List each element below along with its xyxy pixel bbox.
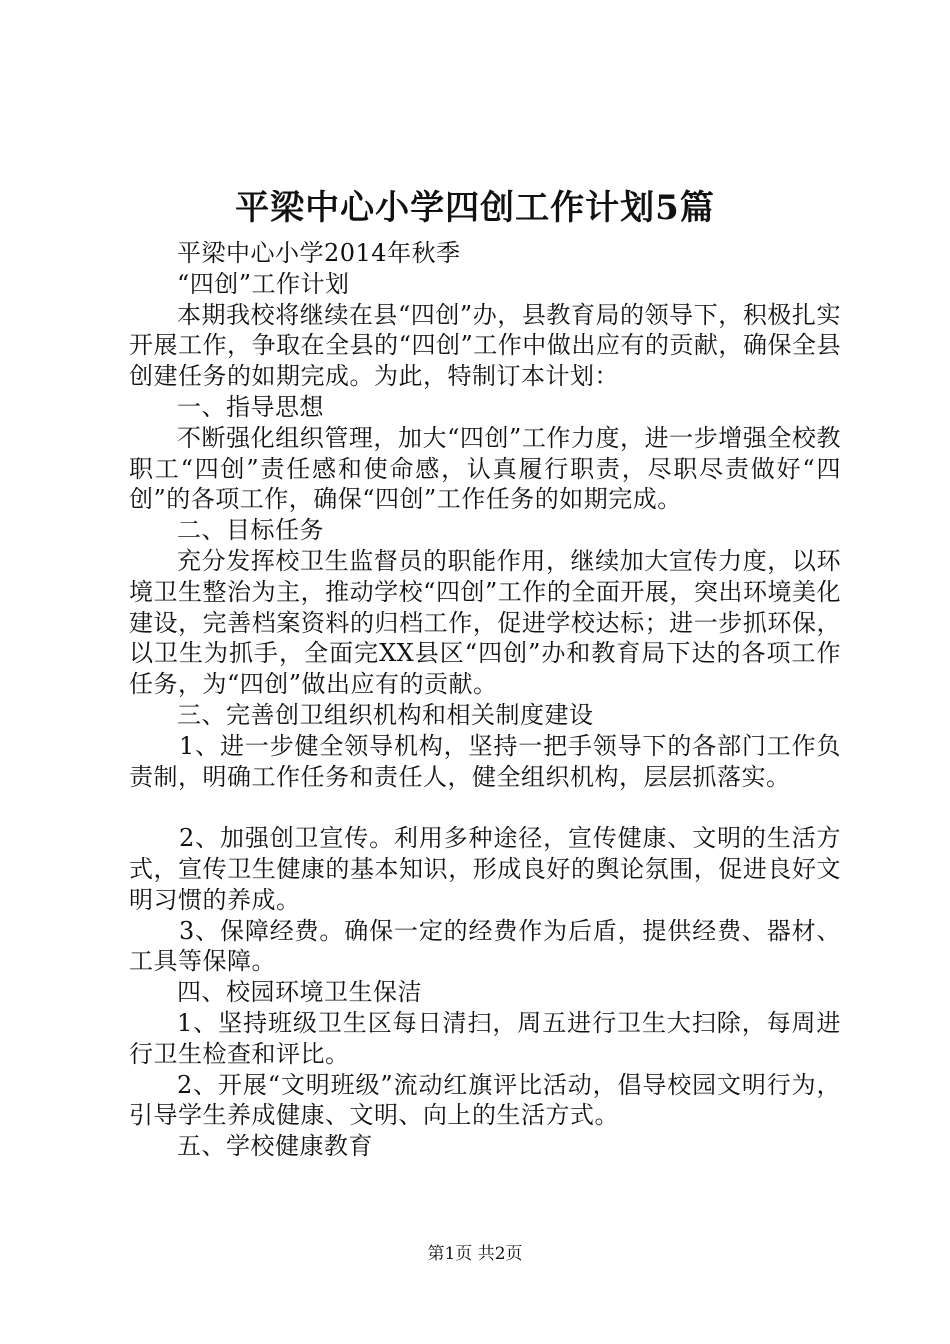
list-item-organization-3: 3、保障经费。确保一定的经费作为后盾，提供经费、器材、工具等保障。 [129,916,841,976]
list-item-organization-2: 2、加强创卫宣传。利用多种途径，宣传健康、文明的生活方式，宣传卫生健康的基本知识，形成良好的舆论氛围，促进良好文明习惯的养成。 [129,824,841,914]
blank-line [129,792,841,823]
document-body [129,238,841,1162]
heading-health-education: 五、学校健康教育 [177,1132,373,1161]
list-item-hygiene-1: 1、坚持班级卫生区每日清扫，周五进行卫生大扫除，每周进行卫生检查和评比。 [129,1008,841,1068]
heading-guiding-ideology: 一、指导思想 [177,392,324,421]
heading-goals: 二、目标任务 [177,516,324,545]
paragraph-goals: 充分发挥校卫生监督员的职能作用，继续加大宣传力度，以环境卫生整治为主，推动学校“四创”工作的全面开展，突出环境美化建设，完善档案资料的归档工作，促进学校达标；进一步抓环保，以卫生为抓手，全面完XX县区“四创”办和教育局下达的各项工作任务，为“四创”做出应有的贡献。 [129,546,841,699]
list-item-hygiene-2: 2、开展“文明班级”流动红旗评比活动，倡导校园文明行为，引导学生养成健康、文明、向上的生活方式。 [129,1070,841,1130]
document-title: 平梁中心小学四创工作计划5篇 [235,188,715,228]
heading-campus-hygiene: 四、校园环境卫生保洁 [177,978,422,1007]
paragraph-guiding-ideology: 不断强化组织管理，加大“四创”工作力度，进一步增强全校教职工“四创”责任感和使命感，认真履行职责，尽职尽责做好“四创”的各项工作，确保“四创”工作任务的如期完成。 [129,423,841,514]
paragraph-school-term: 平梁中心小学2014年秋季 [177,239,461,267]
page-footer: 第1页 共2页 [427,1244,523,1264]
paragraph-intro: 本期我校将继续在县“四创”办，县教育局的领导下，积极扎实开展工作，争取在全县的“四创”工作中做出应有的贡献，确保全县创建任务的如期完成。为此，特制订本计划： [129,300,841,391]
heading-organization: 三、完善创卫组织机构和相关制度建设 [177,700,594,729]
list-item-organization-1: 1、进一步健全领导机构，坚持一把手领导下的各部门工作负责制，明确工作任务和责任人，健全组织机构，层层抓落实。 [129,731,841,791]
paragraph-plan-name: “四创”工作计划 [177,269,350,298]
